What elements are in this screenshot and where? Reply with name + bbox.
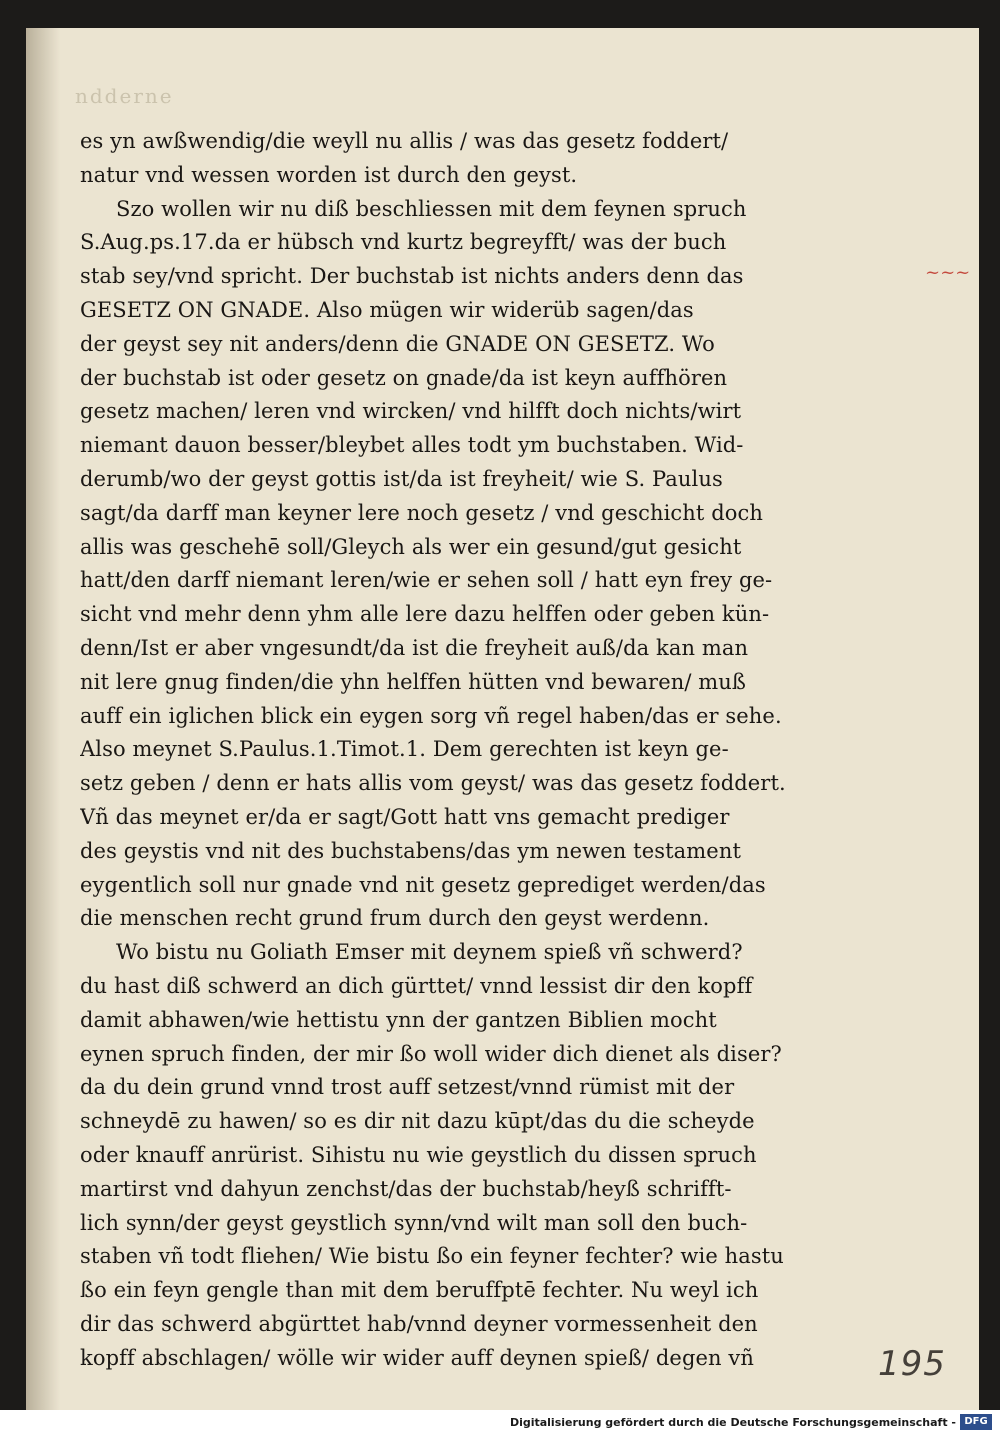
footer-bar xyxy=(0,1410,1000,1438)
text-line: ßo ein feyn gengle than mit dem beruffptē fechter. Nu weyl ich xyxy=(80,1278,759,1303)
text-line: auff ein iglichen blick ein eygen sorg vñ regel haben/das er sehe. xyxy=(80,703,782,728)
text-line: stab sey/vnd spricht. Der buchstab ist nichts anders denn das xyxy=(80,264,744,289)
margin-note: ~~~ xyxy=(925,262,971,283)
text-line: Vñ das meynet er/da er sagt/Gott hatt vns gemacht prediger xyxy=(80,804,730,829)
text-line: GESETZ ON GNADE. Also mügen wir widerüb sagen/das xyxy=(80,297,694,322)
text-line: denn/Ist er aber vngesundt/da ist die freyheit auß/da kan man xyxy=(80,635,749,660)
text-line: natur vnd wessen worden ist durch den geyst. xyxy=(80,162,578,187)
text-line: staben vñ todt fliehen/ Wie bistu ßo ein feyner fechter? wie hastu xyxy=(80,1244,784,1269)
text-line: eynen spruch finden, der mir ßo woll wider dich dienet als diser? xyxy=(80,1041,782,1066)
text-line: sicht vnd mehr denn yhm alle lere dazu helffen oder geben kün- xyxy=(80,602,770,627)
page-gutter-shadow xyxy=(26,28,60,1410)
text-line: derumb/wo der geyst gottis ist/da ist freyheit/ wie S. Paulus xyxy=(80,466,723,491)
text-line: dir das schwerd abgürttet hab/vnnd deyner vormessenheit den xyxy=(80,1311,758,1336)
dfg-logo: DFG xyxy=(960,1414,992,1430)
text-line: du hast diß schwerd an dich gürttet/ vnnd lessist dir den kopff xyxy=(80,973,753,998)
text-line: setz geben / denn er hats allis vom geyst/ was das gesetz foddert. xyxy=(80,771,786,796)
text-line: gesetz machen/ leren vnd wircken/ vnd hilfft doch nichts/wirt xyxy=(80,399,742,424)
text-line: des geystis vnd nit des buchstabens/das ym newen testament xyxy=(80,838,741,863)
bleed-through-text: ndderne xyxy=(75,84,174,108)
text-line: kopff abschlagen/ wölle wir wider auff deynen spieß/ degen vñ xyxy=(80,1345,754,1370)
text-line: Also meynet S.Paulus.1.Timot.1. Dem gerechten ist keyn ge- xyxy=(80,737,729,762)
text-line: hatt/den darff niemant leren/wie er sehen soll / hatt eyn frey ge- xyxy=(80,568,773,593)
page-body-text xyxy=(80,125,790,1375)
text-line: allis was geschehē soll/Gleych als wer ein gesund/gut gesicht xyxy=(80,534,742,559)
text-line: martirst vnd dahyun zenchst/das der buchstab/heyß schrifft- xyxy=(80,1176,732,1201)
text-line: die menschen recht grund frum durch den geyst werdenn. xyxy=(80,906,710,931)
text-line: da du dein grund vnnd trost auff setzest/vnnd rümist mit der xyxy=(80,1075,735,1100)
text-line: sagt/da darff man keyner lere noch gesetz / vnd geschicht doch xyxy=(80,500,763,525)
text-line: der buchstab ist oder gesetz on gnade/da ist keyn auffhören xyxy=(80,365,728,390)
text-line: Szo wollen wir nu diß beschliessen mit dem feynen spruch xyxy=(116,196,747,221)
text-line: eygentlich soll nur gnade vnd nit gesetz geprediget werden/das xyxy=(80,872,766,897)
text-line: Wo bistu nu Goliath Emser mit deynem spieß vñ schwerd? xyxy=(116,940,743,965)
text-line: der geyst sey nit anders/denn die GNADE ON GESETZ. Wo xyxy=(80,331,715,356)
funding-credit: Digitalisierung gefördert durch die Deutsche Forschungsgemeinschaft - xyxy=(509,1416,956,1429)
text-line: schneydē zu hawen/ so es dir nit dazu kūpt/das du die scheyde xyxy=(80,1109,755,1134)
text-line: nit lere gnug finden/die yhn helffen hütten vnd bewaren/ muß xyxy=(80,669,747,694)
folio-number: 195 xyxy=(878,1344,946,1384)
text-line: niemant dauon besser/bleybet alles todt ym buchstaben. Wid- xyxy=(80,433,744,458)
text-line: lich synn/der geyst geystlich synn/vnd wilt man soll den buch- xyxy=(80,1210,748,1235)
text-line: damit abhawen/wie hettistu ynn der gantzen Biblien mocht xyxy=(80,1007,717,1032)
text-line: oder knauff anrürist. Sihistu nu wie geystlich du dissen spruch xyxy=(80,1142,757,1167)
text-line: S.Aug.ps.17.da er hübsch vnd kurtz begreyfft/ was der buch xyxy=(80,230,727,255)
text-line: es yn awßwendig/die weyll nu allis / was das gesetz foddert/ xyxy=(80,129,729,153)
